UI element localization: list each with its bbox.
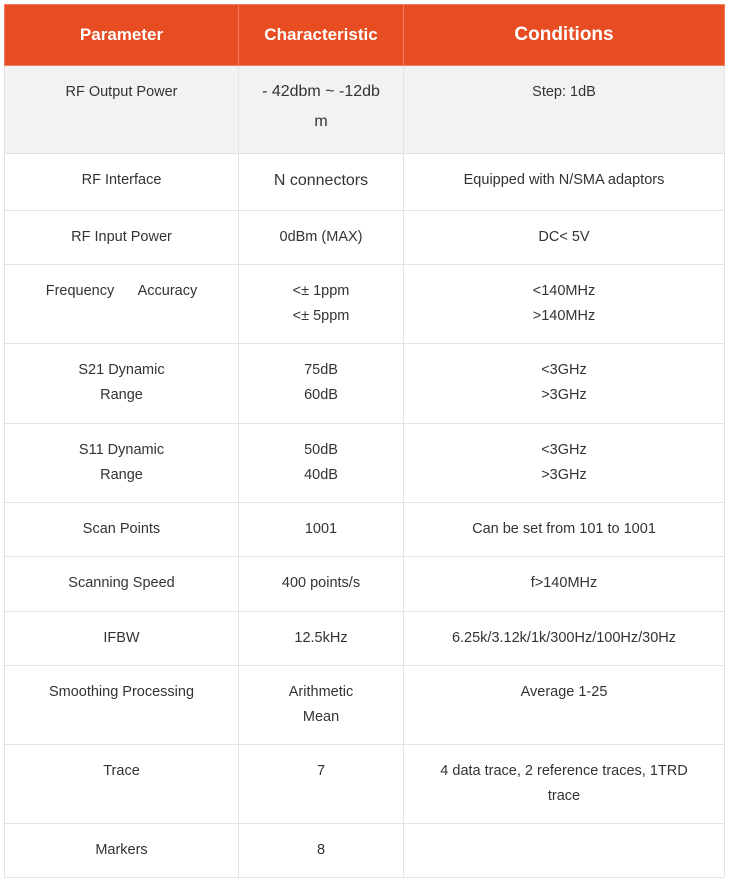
conditions-cell	[404, 557, 725, 612]
characteristic-cell	[239, 154, 404, 211]
cell-text: Scanning Speed	[68, 575, 175, 591]
cell-text: <± 1ppm	[292, 283, 350, 299]
cell-text: RF Interface	[81, 172, 162, 188]
cell-text: S21 Dynamic	[78, 362, 165, 378]
table-row	[5, 211, 725, 265]
characteristic-cell	[239, 666, 404, 745]
conditions-cell	[404, 745, 725, 824]
cell-text: >3GHz	[541, 467, 587, 483]
parameter-cell	[5, 666, 239, 745]
characteristic-cell	[239, 557, 404, 612]
characteristic-cell	[239, 612, 404, 666]
table-row	[5, 503, 725, 557]
cell-text: 400 points/s	[281, 575, 361, 591]
table-row	[5, 824, 725, 878]
cell-text: S11 Dynamic	[78, 442, 165, 458]
conditions-cell	[404, 154, 725, 211]
spec-table	[4, 4, 725, 878]
cell-text: Range	[100, 467, 143, 483]
cell-text: <3GHz	[541, 362, 587, 378]
cell-text: 50dB	[304, 442, 338, 458]
cell-text: Equipped with N/SMA adaptors	[463, 172, 665, 188]
characteristic-cell	[239, 745, 404, 824]
cell-text: m	[314, 113, 328, 130]
conditions-cell	[404, 666, 725, 745]
parameter-cell	[5, 745, 239, 824]
cell-text: <3GHz	[541, 442, 587, 458]
cell-text: 40dB	[304, 467, 338, 483]
conditions-cell	[404, 211, 725, 265]
cell-text: Smoothing Processing	[48, 684, 195, 700]
cell-text: Step: 1dB	[532, 84, 596, 100]
conditions-cell	[404, 503, 725, 557]
conditions-cell	[404, 612, 725, 666]
table-row	[5, 265, 725, 344]
parameter-cell	[5, 211, 239, 265]
cell-text: Arithmetic	[288, 684, 354, 700]
parameter-cell	[5, 503, 239, 557]
table-row	[5, 557, 725, 612]
table-row	[5, 745, 725, 824]
cell-text: 12.5kHz	[294, 630, 348, 646]
header-row	[5, 5, 725, 66]
cell-text: 1001	[304, 521, 338, 537]
characteristic-cell	[239, 66, 404, 154]
cell-text: RF Output Power	[65, 84, 178, 100]
parameter-cell	[5, 557, 239, 612]
cell-text: N connectors	[273, 172, 369, 189]
cell-text: Scan Points	[82, 521, 161, 537]
characteristic-cell	[239, 344, 404, 424]
cell-text: Can be set from 101 to 1001	[472, 521, 656, 537]
cell-text: Frequency Accuracy	[45, 283, 198, 299]
characteristic-cell	[239, 211, 404, 265]
cell-text: DC< 5V	[538, 229, 590, 245]
table-row	[5, 344, 725, 424]
characteristic-cell	[239, 824, 404, 878]
table-row	[5, 66, 725, 154]
cell-text: <140MHz	[532, 283, 596, 299]
cell-text: trace	[547, 788, 581, 804]
cell-text: - 42dbm ~ -12db	[262, 83, 380, 100]
cell-text: IFBW	[103, 630, 140, 646]
cell-text: Mean	[302, 709, 340, 725]
parameter-cell	[5, 344, 239, 424]
parameter-cell	[5, 824, 239, 878]
spec-table-container	[4, 4, 724, 878]
header-characteristic: Characteristic	[239, 5, 404, 66]
table-row	[5, 424, 725, 503]
cell-text: Markers	[95, 842, 148, 858]
cell-text: 75dB	[304, 362, 338, 378]
cell-text: 6.25k/3.12k/1k/300Hz/100Hz/30Hz	[451, 630, 677, 646]
cell-text: RF Input Power	[71, 229, 172, 245]
cell-text: 0dBm (MAX)	[279, 229, 363, 245]
parameter-cell	[5, 66, 239, 154]
conditions-cell	[404, 66, 725, 154]
table-row	[5, 154, 725, 211]
cell-text: 4 data trace, 2 reference traces, 1TRD	[440, 763, 688, 779]
table-row	[5, 612, 725, 666]
cell-text: Range	[100, 387, 143, 403]
parameter-cell	[5, 154, 239, 211]
cell-text: <± 5ppm	[292, 308, 350, 324]
characteristic-cell	[239, 424, 404, 503]
cell-text: Trace	[103, 763, 140, 779]
parameter-cell	[5, 265, 239, 344]
table-row	[5, 666, 725, 745]
cell-text: 8	[316, 842, 326, 858]
header-conditions: Conditions	[404, 5, 725, 66]
cell-text: >3GHz	[541, 387, 587, 403]
parameter-cell	[5, 612, 239, 666]
characteristic-cell	[239, 265, 404, 344]
conditions-cell	[404, 824, 725, 878]
cell-text: 60dB	[304, 387, 338, 403]
conditions-cell	[404, 265, 725, 344]
header-parameter: Parameter	[5, 5, 239, 66]
conditions-cell	[404, 344, 725, 424]
parameter-cell	[5, 424, 239, 503]
characteristic-cell	[239, 503, 404, 557]
conditions-cell	[404, 424, 725, 503]
cell-text: Average 1-25	[520, 684, 608, 700]
cell-text: f>140MHz	[530, 575, 598, 591]
cell-text: 7	[316, 763, 326, 779]
cell-text: >140MHz	[532, 308, 596, 324]
